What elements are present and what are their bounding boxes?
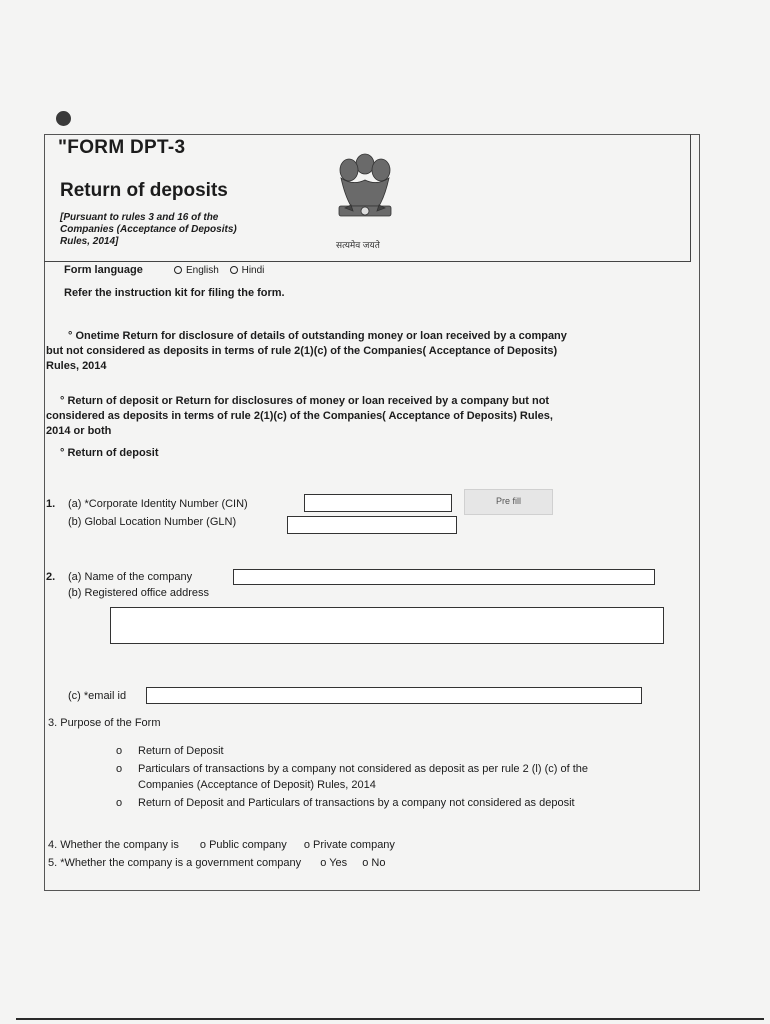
radio-icon[interactable]	[230, 266, 238, 274]
header-divider	[44, 261, 690, 262]
pursuant-line: [Pursuant to rules 3 and 16 of the	[60, 212, 219, 223]
page-bottom-rule	[16, 1018, 764, 1020]
punch-hole	[56, 111, 71, 126]
paragraph-line: 2014 or both	[46, 425, 112, 437]
radio-icon[interactable]	[174, 266, 182, 274]
company-name-label: (a) Name of the company	[68, 571, 193, 583]
radio-icon[interactable]: o	[116, 745, 123, 757]
bullet-mark: °	[60, 395, 65, 407]
public-company-option[interactable]: o Public company	[199, 839, 287, 851]
government-yes-option[interactable]: o Yes	[320, 857, 348, 869]
email-label: (c) *email id	[68, 690, 127, 702]
purpose-option-both[interactable]: o Return of Deposit and Particulars of transactions by a company not considered as deposit	[116, 797, 575, 809]
government-company-question	[48, 857, 385, 869]
registered-address-input[interactable]	[110, 607, 664, 644]
national-emblem	[325, 150, 405, 236]
radio-icon[interactable]: o	[362, 857, 369, 869]
private-company-option[interactable]: o Private company	[303, 839, 395, 851]
pursuant-note	[60, 212, 237, 248]
cin-input[interactable]	[304, 494, 452, 512]
company-name-input[interactable]	[233, 569, 655, 585]
purpose-option-particulars[interactable]: o Particulars of transactions by a company not considered as deposit as per rule 2 (l) (c) of the Companies (Acceptance of Deposit) Rules, 2014	[116, 763, 588, 791]
radio-icon[interactable]: o	[116, 763, 123, 775]
bullet-mark: °	[60, 447, 65, 459]
emblem-motto: सत्यमेव जयते	[336, 240, 380, 250]
option-paragraph-deposit	[60, 446, 159, 461]
email-input[interactable]	[146, 687, 642, 704]
header-right-border	[690, 134, 691, 262]
company-type-label: 4. Whether the company is	[48, 839, 179, 851]
purpose-label: 3. Purpose of the Form	[48, 717, 161, 729]
q2-number: 2.	[46, 571, 56, 583]
paragraph-line: Rules, 2014	[46, 360, 107, 372]
purpose-option-deposit[interactable]: o Return of Deposit	[116, 745, 224, 757]
government-company-label: 5. *Whether the company is a government company	[48, 857, 302, 869]
lion-capital-icon	[325, 150, 405, 236]
form-number: "FORM DPT-3	[58, 137, 186, 158]
gln-label: (b) Global Location Number (GLN)	[68, 516, 237, 528]
language-english-option[interactable]: English	[174, 265, 219, 276]
government-no-option[interactable]: o No	[362, 857, 386, 869]
option-paragraph-return	[46, 394, 676, 439]
paragraph-line: considered as deposits in terms of rule 2(1)(c) of the Companies( Acceptance of Deposits) Rules,	[46, 410, 553, 422]
page-title: Return of deposits	[60, 180, 228, 201]
prefill-button[interactable]: Pre fill	[464, 489, 553, 515]
q1-number: 1.	[46, 498, 56, 510]
company-type-question	[48, 839, 395, 851]
bullet-mark: °	[68, 330, 73, 342]
registered-address-label: (b) Registered office address	[68, 587, 210, 599]
option-paragraph-onetime	[46, 329, 676, 374]
paragraph-line: Onetime Return for disclosure of details of outstanding money or loan received by a company	[75, 330, 567, 342]
gln-input[interactable]	[287, 516, 457, 534]
purpose-options	[116, 743, 588, 811]
radio-icon[interactable]: o	[116, 797, 123, 809]
cin-label: (a) *Corporate Identity Number (CIN)	[68, 498, 248, 510]
form-language-label: Form language	[64, 264, 143, 276]
pursuant-line: Rules, 2014]	[60, 236, 119, 247]
pursuant-line: Companies (Acceptance of Deposits)	[60, 224, 237, 235]
radio-icon[interactable]: o	[320, 857, 327, 869]
language-hindi-option[interactable]: Hindi	[230, 265, 265, 276]
radio-icon[interactable]: o	[303, 839, 310, 851]
radio-icon[interactable]: o	[199, 839, 207, 851]
paragraph-line: but not considered as deposits in terms of rule 2(1)(c) of the Companies( Acceptance of Deposits)	[46, 345, 558, 357]
paragraph-line: Return of deposit or Return for disclosures of money or loan received by a company but not	[67, 395, 550, 407]
instruction-note: Refer the instruction kit for filing the form.	[64, 287, 285, 299]
paragraph-line: Return of deposit	[67, 447, 159, 459]
form-language-options	[174, 265, 264, 276]
